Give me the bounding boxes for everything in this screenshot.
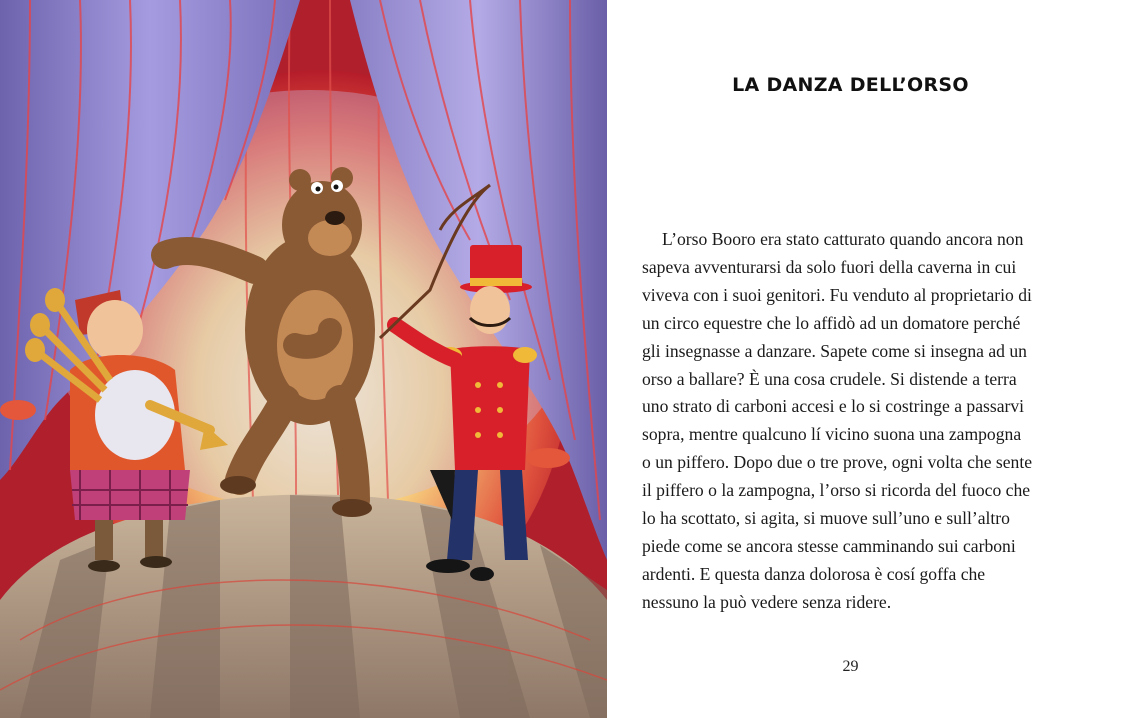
paragraph-line: viveva con i suoi genitori. Fu venduto al proprietario di [642,284,1032,305]
paragraph-line: un circo equestre che lo affidò ad un domatore perché [642,312,1021,333]
paragraph-line: o un piffero. Dopo due o tre prove, ogni volta che sente [642,452,1033,473]
page-number: 29 [842,658,859,675]
paragraph-line: L’orso Booro era stato catturato quando ancora non [662,229,1024,249]
paragraph-line: orso a ballare? È una cosa crudele. Si distende a terra [642,368,1017,389]
paragraph-line: uno strato di carboni accesi e lo si costringe a passarvi [642,396,1025,417]
paragraph-line: sapeva avventurarsi da solo fuori della caverna in cui [642,256,1017,277]
paragraph-line: gli insegnasse a danzare. Sapete come si insegna ad un [642,340,1027,361]
paragraph-line: piede come se ancora stesse camminando sui carboni [642,535,1016,556]
paragraph-line: sopra, mentre qualcuno lí vicino suona una zampogna [642,424,1022,445]
text-page [607,0,1134,718]
paragraph-line: nessuno la può vedere senza ridere. [642,591,892,612]
paragraph-line: lo ha scottato, si agita, si muove sull’uno e sull’altro [642,508,1010,529]
story-paragraph [642,226,1037,617]
chapter-title: LA DANZA DELL’ORSO [732,74,969,96]
paragraph-line: ardenti. E questa danza dolorosa è cosí goffa che [642,563,986,584]
paragraph-line: il piffero o la zampogna, l’orso si ricorda del fuoco che [642,480,1031,501]
